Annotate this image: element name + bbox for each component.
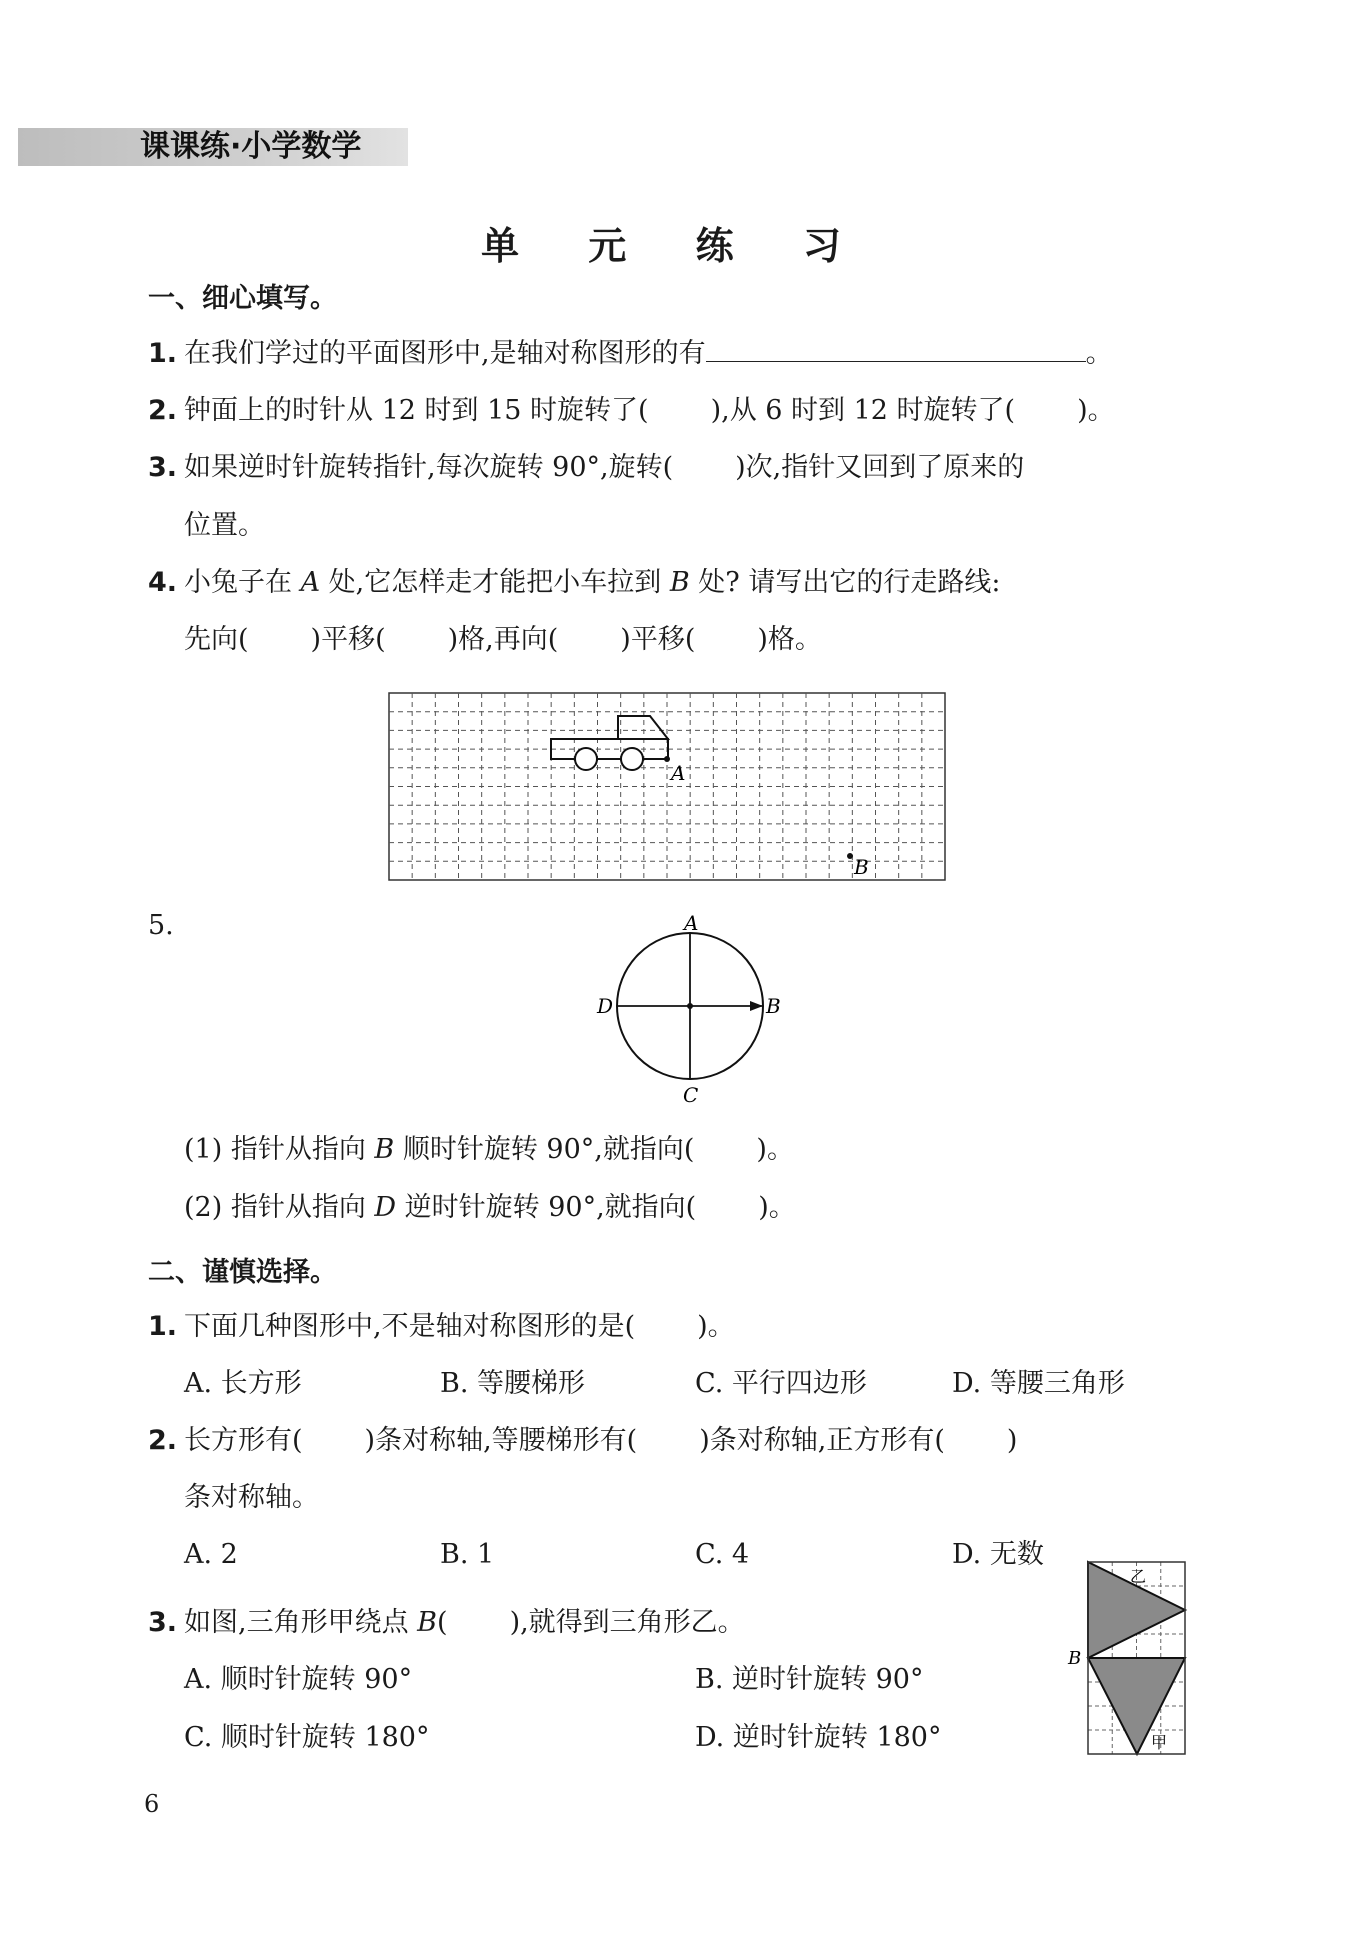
- q-number: 2.: [148, 395, 178, 426]
- dial-center: [687, 1003, 693, 1009]
- q-text-c: 处? 请写出它的行走路线:: [689, 567, 1001, 598]
- page-title: 单 元 练 习: [481, 224, 869, 268]
- triangle-rotation-figure: [1065, 1560, 1190, 1760]
- choice-q1-option-b[interactable]: B. 等腰梯形: [440, 1368, 586, 1399]
- choice-q1-option-a[interactable]: A. 长方形: [184, 1368, 302, 1399]
- q-number: 3.: [148, 1607, 178, 1638]
- point-b-label: B: [669, 567, 690, 598]
- q-text: ): [1006, 1425, 1018, 1456]
- q-number: 1.: [148, 1311, 178, 1342]
- choice-q1-option-d[interactable]: D. 等腰三角形: [952, 1368, 1125, 1399]
- q-text: (1) 指针从指向: [184, 1134, 375, 1165]
- car-grid-figure: [388, 692, 948, 882]
- choice-q2-option-d[interactable]: D. 无数: [952, 1539, 1044, 1570]
- q-text-a: 如果逆时针旋转指针,每次旋转 90°,旋转(: [184, 452, 674, 483]
- q-text: 顺时针旋转 90°,就指向(: [394, 1134, 695, 1165]
- q-text: )条对称轴,等腰梯形有(: [364, 1425, 638, 1456]
- q-text-b: 处,它怎样走才能把小车拉到: [320, 567, 670, 598]
- car-wheel-rear: [621, 748, 643, 770]
- q-text: 如图,三角形甲绕点: [184, 1607, 418, 1638]
- car-wheel-front: [575, 748, 597, 770]
- dial-label-a: A: [684, 911, 699, 935]
- point-label: B: [417, 1607, 438, 1638]
- pointer-arrow-icon: [750, 1001, 763, 1011]
- clock-dial-figure: [590, 910, 790, 1105]
- choice-q2-option-c[interactable]: C. 4: [695, 1539, 750, 1570]
- q-text: 逆时针旋转 90°,就指向(: [396, 1192, 697, 1223]
- dial-label-b: B: [766, 994, 781, 1018]
- q-text: 下面几种图形中,不是轴对称图形的是(: [184, 1311, 636, 1342]
- q-number: 3.: [148, 452, 178, 483]
- choice-q3-option-b[interactable]: B. 逆时针旋转 90°: [695, 1664, 924, 1695]
- fill-q2: [148, 391, 1115, 431]
- q-text-b: )次,指针又回到了原来的: [735, 452, 1025, 483]
- fill-q1: [148, 334, 1113, 374]
- choice-q3-option-a[interactable]: A. 顺时针旋转 90°: [184, 1664, 413, 1695]
- point-label: B: [374, 1134, 395, 1165]
- q-text: )。: [756, 1134, 794, 1165]
- q-text: )平移(: [620, 624, 696, 655]
- dial-label-d: D: [597, 994, 614, 1018]
- section-choice-title: 二、谨慎选择。: [148, 1257, 337, 1288]
- q-text-a: 钟面上的时针从 12 时到 15 时旋转了(: [184, 395, 649, 426]
- q-text-a: 小兔子在: [184, 567, 301, 598]
- choice-q3: [148, 1603, 745, 1643]
- header-label: 课课练·小学数学: [140, 129, 362, 164]
- q-text: (2) 指针从指向: [184, 1192, 375, 1223]
- q-number: 2.: [148, 1425, 178, 1456]
- q-text: )格,再向(: [447, 624, 559, 655]
- point-a-dot: [664, 756, 670, 762]
- answer-blank[interactable]: [706, 335, 1086, 362]
- q-text: 在我们学过的平面图形中,是轴对称图形的有: [184, 338, 706, 369]
- fill-q5-sub1: [184, 1130, 794, 1170]
- q-text: )。: [758, 1192, 796, 1223]
- q-end: 。: [1085, 338, 1113, 369]
- choice-q3-option-d[interactable]: D. 逆时针旋转 180°: [695, 1722, 942, 1753]
- choice-q3-option-c[interactable]: C. 顺时针旋转 180°: [184, 1722, 430, 1753]
- q-text: 长方形有(: [184, 1425, 303, 1456]
- point-b-dot: [847, 853, 853, 859]
- label-b: B: [1068, 1648, 1082, 1669]
- choice-q2-line2: 条对称轴。: [184, 1482, 319, 1513]
- fill-q5-sub2: [184, 1188, 796, 1228]
- label-jia: 甲: [1151, 1733, 1168, 1752]
- dial-label-c: C: [683, 1083, 699, 1105]
- q-text-b: ),从 6 时到 12 时旋转了(: [710, 395, 1016, 426]
- q-text-c: )。: [1077, 395, 1115, 426]
- choice-q1-option-c[interactable]: C. 平行四边形: [695, 1368, 867, 1399]
- q-text: ),就得到三角形乙。: [509, 1607, 745, 1638]
- q-number: 4.: [148, 567, 178, 598]
- section-fill-title: 一、细心填写。: [148, 283, 337, 314]
- point-a-label: A: [300, 567, 321, 598]
- fill-q5-number: 5.: [148, 910, 174, 941]
- choice-q1: [148, 1307, 735, 1347]
- point-b-label: B: [854, 855, 869, 879]
- q-text: )格。: [757, 624, 822, 655]
- q-text: (: [437, 1607, 448, 1638]
- fill-q4: [148, 563, 1000, 603]
- page-number: 6: [144, 1790, 160, 1818]
- choice-q2-option-a[interactable]: A. 2: [184, 1539, 238, 1570]
- q-text: )条对称轴,正方形有(: [699, 1425, 945, 1456]
- q-text: )平移(: [310, 624, 386, 655]
- q-number: 1.: [148, 338, 178, 369]
- fill-q3-line2: 位置。: [184, 510, 265, 541]
- q-text: 先向(: [184, 624, 249, 655]
- point-label: D: [374, 1192, 397, 1223]
- fill-q3: [148, 448, 1024, 488]
- fill-q4-line2: [184, 620, 822, 660]
- choice-q2-option-b[interactable]: B. 1: [440, 1539, 495, 1570]
- point-a-label: A: [671, 761, 686, 785]
- q-text: )。: [697, 1311, 735, 1342]
- choice-q2: [148, 1421, 1017, 1461]
- label-yi: 乙: [1130, 1567, 1147, 1586]
